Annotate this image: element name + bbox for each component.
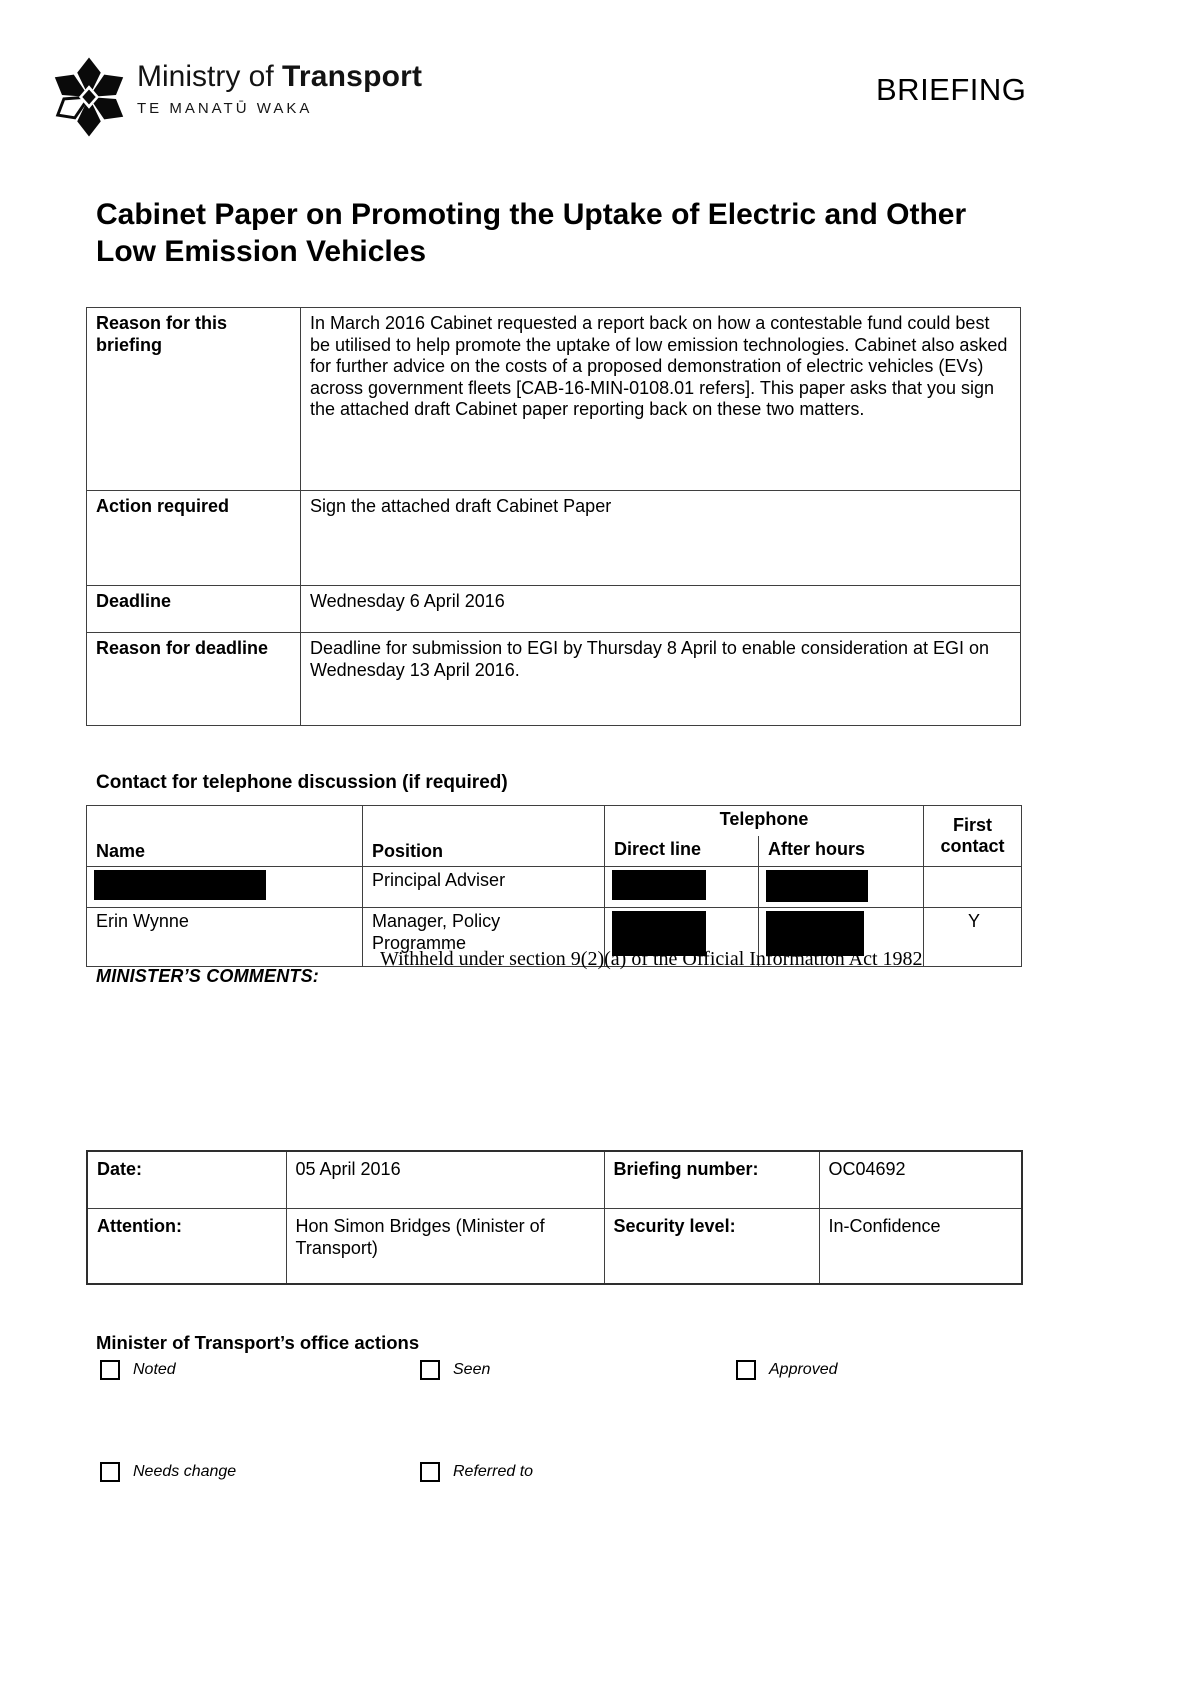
column-header-first-contact: First contact — [924, 806, 1022, 867]
security-level-label: Security level: — [604, 1209, 819, 1285]
briefing-number-value: OC04692 — [819, 1151, 1022, 1209]
logo-subtitle: TE MANATŪ WAKA — [137, 100, 313, 117]
table-row — [87, 633, 1021, 726]
table-row — [87, 308, 1021, 491]
column-header-after-hours: After hours — [759, 836, 924, 867]
ministry-of-transport-wordmark — [137, 62, 422, 116]
logo-title — [137, 62, 422, 92]
summary-label-reason-briefing: Reason for this briefing — [87, 308, 301, 491]
contact-section-heading: Contact for telephone discussion (if required) — [96, 772, 508, 793]
summary-label-action-required: Action required — [87, 491, 301, 586]
checkbox-approved — [736, 1360, 838, 1380]
office-actions-heading: Minister of Transport’s office actions — [96, 1332, 420, 1353]
checkbox-icon — [420, 1360, 440, 1380]
column-header-direct-line: Direct line — [605, 836, 759, 867]
contact-header-row — [87, 806, 1022, 837]
column-header-name: Name — [87, 806, 363, 867]
checkbox-noted — [100, 1360, 176, 1380]
contact-row — [87, 867, 1022, 908]
checkbox-referred-to — [420, 1462, 533, 1482]
briefing-details-table — [86, 1150, 1023, 1285]
summary-value-reason-deadline: Deadline for submission to EGI by Thursday 8 April to enable consideration at EGI on Wednesday 13 April 2016. — [301, 633, 1021, 726]
contact-direct-line-cell — [605, 867, 759, 908]
checkbox-label: Approved — [769, 1361, 838, 1378]
table-row — [87, 1151, 1022, 1209]
redacted-phone — [766, 870, 868, 902]
briefing-summary-table — [86, 307, 1021, 726]
table-row — [87, 491, 1021, 586]
contact-position-cell: Manager, Policy Programme — [363, 908, 605, 967]
contact-first-contact-cell — [924, 867, 1022, 908]
contact-name-cell — [87, 867, 363, 908]
redacted-phone — [612, 870, 706, 900]
contact-after-hours-cell — [759, 867, 924, 908]
summary-label-reason-deadline: Reason for deadline — [87, 633, 301, 726]
checkbox-seen — [420, 1360, 490, 1380]
checkbox-label: Needs change — [133, 1463, 237, 1480]
table-row — [87, 586, 1021, 633]
summary-value-reason-briefing: In March 2016 Cabinet requested a report back on how a contestable fund could best be utilised to help promote the uptake of low emission technologies. Cabinet also asked for further advice on the costs of a proposed demonstration of electric vehicles (EVs) across government fleets [CAB-16-MIN-0108.01 refers]. This paper asks that you sign the attached draft Cabinet paper reporting back on these two matters. — [301, 308, 1021, 491]
contact-table — [86, 805, 1022, 967]
logo-title-regular: Ministry of — [137, 60, 283, 93]
column-header-position: Position — [363, 806, 605, 867]
logo-title-bold: Transport — [282, 60, 423, 93]
checkbox-needs-change — [100, 1462, 236, 1482]
attention-value: Hon Simon Bridges (Minister of Transport) — [286, 1209, 604, 1285]
document-title: Cabinet Paper on Promoting the Uptake of Electric and Other Low Emission Vehicles — [96, 198, 967, 268]
checkbox-label: Referred to — [453, 1463, 534, 1480]
checkbox-icon — [100, 1360, 120, 1380]
date-label: Date: — [87, 1151, 286, 1209]
attention-label: Attention: — [87, 1209, 286, 1285]
summary-value-action-required: Sign the attached draft Cabinet Paper — [301, 491, 1021, 586]
document-type-label: BRIEFING — [876, 72, 1027, 107]
briefing-number-label: Briefing number: — [604, 1151, 819, 1209]
security-level-value: In-Confidence — [819, 1209, 1022, 1285]
checkbox-icon — [100, 1462, 120, 1482]
column-header-telephone: Telephone — [605, 806, 924, 837]
checkbox-icon — [420, 1462, 440, 1482]
checkbox-label: Seen — [453, 1361, 491, 1378]
date-value: 05 April 2016 — [286, 1151, 604, 1209]
redacted-name — [94, 870, 266, 900]
ministry-of-transport-logo-icon — [46, 55, 132, 139]
contact-first-contact-cell: Y — [924, 908, 1022, 967]
whetu-star-icon — [46, 55, 132, 139]
table-row — [87, 1209, 1022, 1285]
checkbox-icon — [736, 1360, 756, 1380]
contact-name-cell: Erin Wynne — [87, 908, 363, 967]
withheld-stamp-text: Withheld under section 9(2)(a) of the Official Information Act 1982 — [380, 948, 923, 970]
checkbox-label: Noted — [133, 1361, 176, 1378]
ministers-comments-label: MINISTER’S COMMENTS: — [96, 966, 319, 986]
summary-label-deadline: Deadline — [87, 586, 301, 633]
contact-position-cell: Principal Adviser — [363, 867, 605, 908]
summary-value-deadline: Wednesday 6 April 2016 — [301, 586, 1021, 633]
